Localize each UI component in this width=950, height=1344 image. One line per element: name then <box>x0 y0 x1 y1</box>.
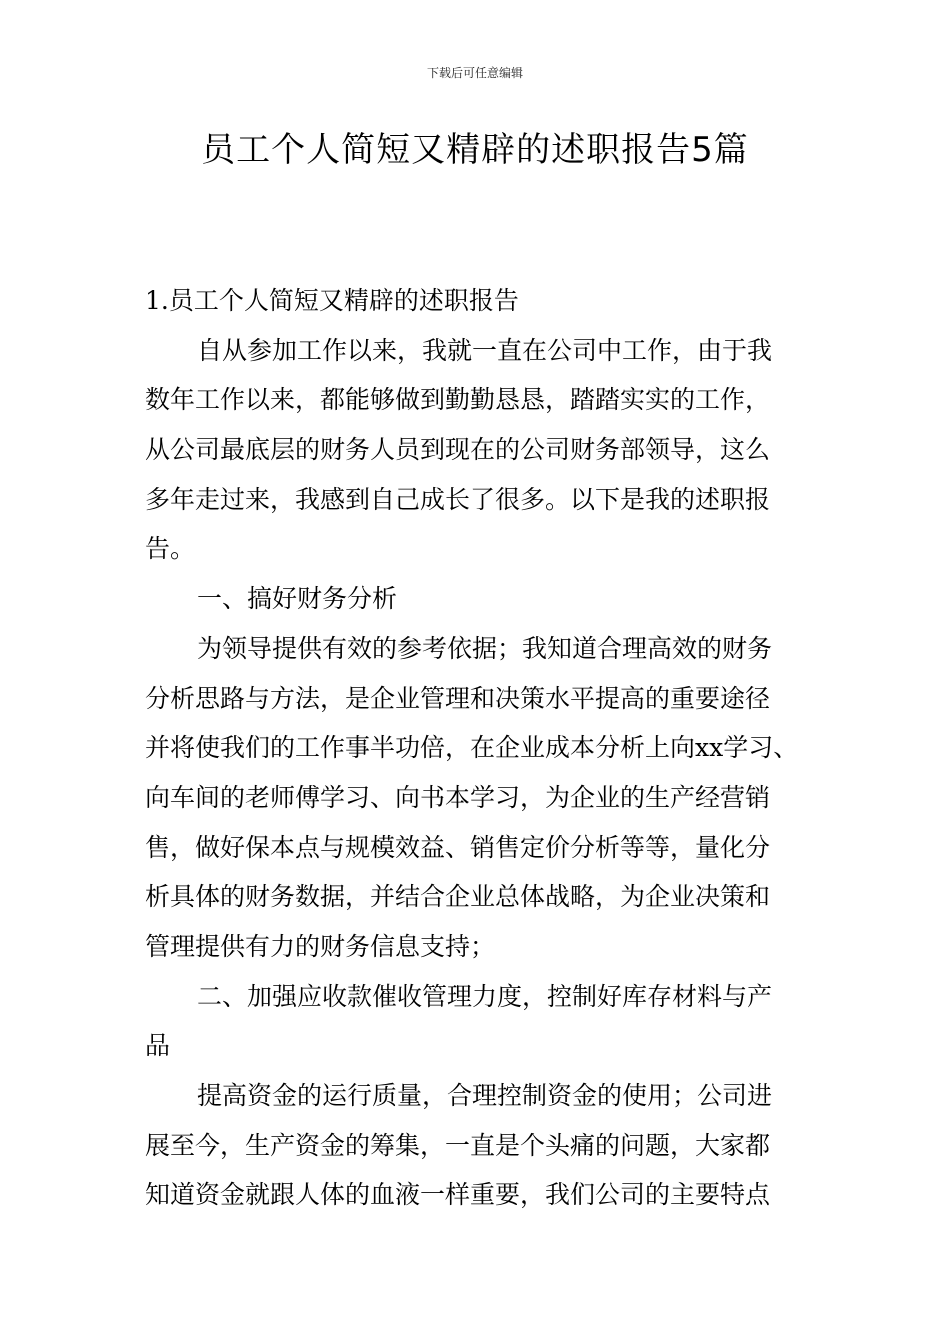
body-text-line: 自从参加工作以来，我就一直在公司中工作，由于我 <box>197 335 773 365</box>
body-text-line: 分析思路与方法，是企业管理和决策水平提高的重要途径 <box>145 683 771 713</box>
body-text-line: 一、搞好财务分析 <box>197 584 398 614</box>
body-text-line: 售，做好保本点与规模效益、销售定价分析等等，量化分 <box>145 832 771 862</box>
body-text-line: 展至今，生产资金的筹集，一直是个头痛的问题，大家都 <box>145 1130 771 1160</box>
body-text-line: 为领导提供有效的参考依据；我知道合理高效的财务 <box>197 633 773 663</box>
body-text-line: 管理提供有力的财务信息支持； <box>145 931 496 961</box>
body-text-line: 数年工作以来，都能够做到勤勤恳恳，踏踏实实的工作， <box>145 385 771 415</box>
body-text-line: 提高资金的运行质量，合理控制资金的使用；公司进 <box>197 1081 773 1110</box>
body-text-line: 知道资金就跟人体的血液一样重要，我们公司的主要特点 <box>145 1180 771 1210</box>
body-text-line: 从公司最底层的财务人员到现在的公司财务部领导，这么 <box>145 435 771 465</box>
body-text-line: 向车间的老师傅学习、向书本学习，为企业的生产经营销 <box>145 782 771 812</box>
body-text-line: 二、加强应收款催收管理力度，控制好库存材料与产 <box>197 981 773 1011</box>
body-text-line: 告。 <box>145 534 196 564</box>
body-text-line: 多年走过来，我感到自己成长了很多。以下是我的述职报 <box>145 484 771 514</box>
body-text-line: 品 <box>145 1031 171 1061</box>
document-body <box>145 276 820 1220</box>
document-title: 员工个人简短又精辟的述职报告5篇 <box>201 130 749 170</box>
body-text-line: 1.员工个人简短又精辟的述职报告 <box>145 286 519 315</box>
body-text-line: 并将使我们的工作事半功倍，在企业成本分析上向xx学习、 <box>145 733 799 763</box>
body-text-line: 析具体的财务数据，并结合企业总体战略，为企业决策和 <box>145 882 771 912</box>
header-note: 下载后可任意编辑 <box>426 66 523 80</box>
